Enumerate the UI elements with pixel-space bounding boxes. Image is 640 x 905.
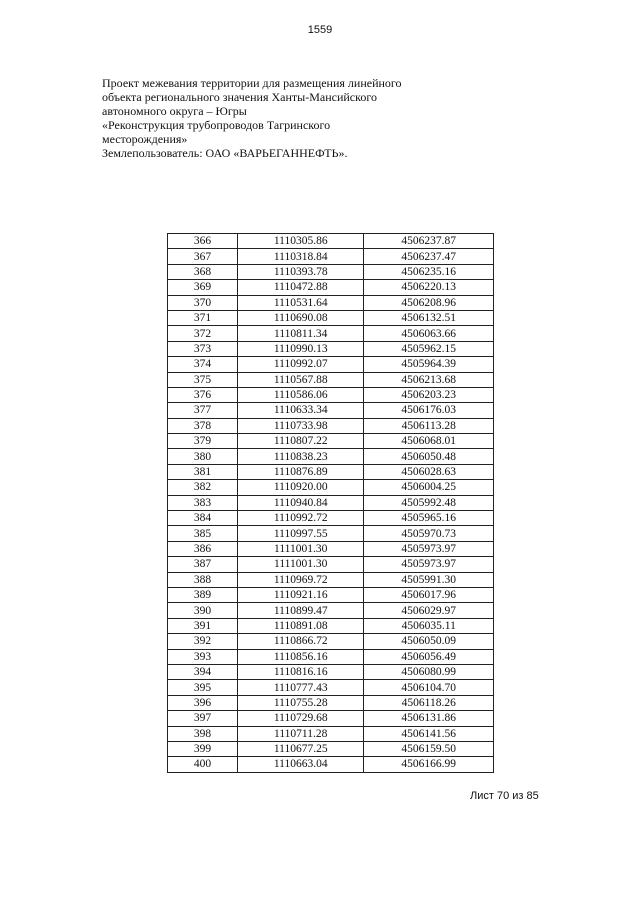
x-coordinate-cell: 1110711.28 bbox=[237, 726, 364, 741]
table-row bbox=[168, 741, 494, 756]
point-number-cell: 387 bbox=[168, 557, 238, 572]
y-coordinate-cell: 4506104.70 bbox=[364, 680, 494, 695]
y-coordinate-cell: 4506050.09 bbox=[364, 634, 494, 649]
y-coordinate-cell: 4506035.11 bbox=[364, 618, 494, 633]
table-row bbox=[168, 603, 494, 618]
point-number-cell: 396 bbox=[168, 695, 238, 710]
header-line: месторождения» bbox=[102, 132, 188, 146]
y-coordinate-cell: 4506176.03 bbox=[364, 403, 494, 418]
table-row bbox=[168, 495, 494, 510]
x-coordinate-cell: 1110777.43 bbox=[237, 680, 364, 695]
point-number-cell: 376 bbox=[168, 387, 238, 402]
table-row bbox=[168, 280, 494, 295]
x-coordinate-cell: 1110856.16 bbox=[237, 649, 364, 664]
table-row bbox=[168, 680, 494, 695]
point-number-cell: 398 bbox=[168, 726, 238, 741]
point-number-cell: 381 bbox=[168, 464, 238, 479]
y-coordinate-cell: 4506063.66 bbox=[364, 326, 494, 341]
table-row bbox=[168, 264, 494, 279]
y-coordinate-cell: 4506028.63 bbox=[364, 464, 494, 479]
table-row bbox=[168, 572, 494, 587]
land-user-value: ОАО «ВАРЬЕГАННЕФТЬ». bbox=[202, 146, 348, 160]
table-row bbox=[168, 511, 494, 526]
point-number-cell: 372 bbox=[168, 326, 238, 341]
document-header bbox=[102, 76, 432, 160]
x-coordinate-cell: 1110899.47 bbox=[237, 603, 364, 618]
point-number-cell: 374 bbox=[168, 357, 238, 372]
point-number-cell: 371 bbox=[168, 310, 238, 325]
point-number-cell: 366 bbox=[168, 234, 238, 249]
y-coordinate-cell: 4506166.99 bbox=[364, 757, 494, 772]
y-coordinate-cell: 4506203.23 bbox=[364, 387, 494, 402]
point-number-cell: 386 bbox=[168, 541, 238, 556]
y-coordinate-cell: 4505973.97 bbox=[364, 541, 494, 556]
x-coordinate-cell: 1110990.13 bbox=[237, 341, 364, 356]
table-row bbox=[168, 649, 494, 664]
y-coordinate-cell: 4505962.15 bbox=[364, 341, 494, 356]
point-number-cell: 399 bbox=[168, 741, 238, 756]
x-coordinate-cell: 1110677.25 bbox=[237, 741, 364, 756]
header-line: Проект межевания территории для размещения линейного bbox=[102, 76, 402, 90]
y-coordinate-cell: 4506056.49 bbox=[364, 649, 494, 664]
y-coordinate-cell: 4506208.96 bbox=[364, 295, 494, 310]
table-row bbox=[168, 726, 494, 741]
x-coordinate-cell: 1110997.55 bbox=[237, 526, 364, 541]
land-user-line bbox=[102, 146, 432, 160]
point-number-cell: 379 bbox=[168, 434, 238, 449]
x-coordinate-cell: 1110891.08 bbox=[237, 618, 364, 633]
table-row bbox=[168, 757, 494, 772]
y-coordinate-cell: 4505973.97 bbox=[364, 557, 494, 572]
table-row bbox=[168, 664, 494, 679]
point-number-cell: 392 bbox=[168, 634, 238, 649]
point-number-cell: 393 bbox=[168, 649, 238, 664]
header-line: объекта регионального значения Ханты-Мансийского bbox=[102, 90, 377, 104]
table-row bbox=[168, 434, 494, 449]
point-number-cell: 378 bbox=[168, 418, 238, 433]
y-coordinate-cell: 4506050.48 bbox=[364, 449, 494, 464]
table-row bbox=[168, 326, 494, 341]
table-row bbox=[168, 449, 494, 464]
point-number-cell: 377 bbox=[168, 403, 238, 418]
table-row bbox=[168, 480, 494, 495]
point-number-cell: 384 bbox=[168, 511, 238, 526]
point-number-cell: 397 bbox=[168, 711, 238, 726]
x-coordinate-cell: 1110729.68 bbox=[237, 711, 364, 726]
x-coordinate-cell: 1110755.28 bbox=[237, 695, 364, 710]
point-number-cell: 380 bbox=[168, 449, 238, 464]
table-row bbox=[168, 234, 494, 249]
point-number-cell: 382 bbox=[168, 480, 238, 495]
x-coordinate-cell: 1110318.84 bbox=[237, 249, 364, 264]
point-number-cell: 373 bbox=[168, 341, 238, 356]
point-number-cell: 400 bbox=[168, 757, 238, 772]
table-row bbox=[168, 526, 494, 541]
x-coordinate-cell: 1110992.72 bbox=[237, 511, 364, 526]
sheet-counter: Лист 70 из 85 bbox=[470, 790, 539, 802]
point-number-cell: 367 bbox=[168, 249, 238, 264]
table-row bbox=[168, 372, 494, 387]
point-number-cell: 375 bbox=[168, 372, 238, 387]
x-coordinate-cell: 1110472.88 bbox=[237, 280, 364, 295]
table-row bbox=[168, 634, 494, 649]
y-coordinate-cell: 4506068.01 bbox=[364, 434, 494, 449]
y-coordinate-cell: 4506017.96 bbox=[364, 587, 494, 602]
y-coordinate-cell: 4505970.73 bbox=[364, 526, 494, 541]
y-coordinate-cell: 4506159.50 bbox=[364, 741, 494, 756]
table-row bbox=[168, 557, 494, 572]
table-row bbox=[168, 341, 494, 356]
point-number-cell: 369 bbox=[168, 280, 238, 295]
land-user-label: Землепользователь: bbox=[102, 146, 203, 160]
x-coordinate-cell: 1110305.86 bbox=[237, 234, 364, 249]
x-coordinate-cell: 1110921.16 bbox=[237, 587, 364, 602]
y-coordinate-cell: 4506237.87 bbox=[364, 234, 494, 249]
coordinates-table bbox=[167, 233, 494, 773]
header-line: автономного округа – Югры bbox=[102, 104, 247, 118]
coordinates-table-body bbox=[168, 234, 494, 773]
point-number-cell: 383 bbox=[168, 495, 238, 510]
y-coordinate-cell: 4506131.86 bbox=[364, 711, 494, 726]
table-row bbox=[168, 295, 494, 310]
y-coordinate-cell: 4506132.51 bbox=[364, 310, 494, 325]
table-row bbox=[168, 541, 494, 556]
x-coordinate-cell: 1110690.08 bbox=[237, 310, 364, 325]
page-number: 1559 bbox=[307, 24, 333, 36]
table-row bbox=[168, 587, 494, 602]
x-coordinate-cell: 1110567.88 bbox=[237, 372, 364, 387]
x-coordinate-cell: 1110663.04 bbox=[237, 757, 364, 772]
point-number-cell: 370 bbox=[168, 295, 238, 310]
table-row bbox=[168, 418, 494, 433]
table-row bbox=[168, 387, 494, 402]
y-coordinate-cell: 4505965.16 bbox=[364, 511, 494, 526]
table-row bbox=[168, 695, 494, 710]
x-coordinate-cell: 1111001.30 bbox=[237, 541, 364, 556]
point-number-cell: 395 bbox=[168, 680, 238, 695]
table-row bbox=[168, 249, 494, 264]
x-coordinate-cell: 1110531.64 bbox=[237, 295, 364, 310]
x-coordinate-cell: 1110586.06 bbox=[237, 387, 364, 402]
y-coordinate-cell: 4506080.99 bbox=[364, 664, 494, 679]
x-coordinate-cell: 1110838.23 bbox=[237, 449, 364, 464]
x-coordinate-cell: 1110992.07 bbox=[237, 357, 364, 372]
y-coordinate-cell: 4506141.56 bbox=[364, 726, 494, 741]
table-row bbox=[168, 357, 494, 372]
table-row bbox=[168, 618, 494, 633]
point-number-cell: 391 bbox=[168, 618, 238, 633]
x-coordinate-cell: 1110807.22 bbox=[237, 434, 364, 449]
x-coordinate-cell: 1111001.30 bbox=[237, 557, 364, 572]
x-coordinate-cell: 1110816.16 bbox=[237, 664, 364, 679]
x-coordinate-cell: 1110940.84 bbox=[237, 495, 364, 510]
x-coordinate-cell: 1110920.00 bbox=[237, 480, 364, 495]
y-coordinate-cell: 4505992.48 bbox=[364, 495, 494, 510]
point-number-cell: 368 bbox=[168, 264, 238, 279]
table-row bbox=[168, 310, 494, 325]
x-coordinate-cell: 1110393.78 bbox=[237, 264, 364, 279]
point-number-cell: 389 bbox=[168, 587, 238, 602]
x-coordinate-cell: 1110969.72 bbox=[237, 572, 364, 587]
y-coordinate-cell: 4506220.13 bbox=[364, 280, 494, 295]
x-coordinate-cell: 1110866.72 bbox=[237, 634, 364, 649]
y-coordinate-cell: 4506237.47 bbox=[364, 249, 494, 264]
y-coordinate-cell: 4506213.68 bbox=[364, 372, 494, 387]
x-coordinate-cell: 1110876.89 bbox=[237, 464, 364, 479]
y-coordinate-cell: 4506004.25 bbox=[364, 480, 494, 495]
x-coordinate-cell: 1110811.34 bbox=[237, 326, 364, 341]
point-number-cell: 394 bbox=[168, 664, 238, 679]
y-coordinate-cell: 4506235.16 bbox=[364, 264, 494, 279]
header-line: «Реконструкция трубопроводов Тагринского bbox=[102, 118, 331, 132]
x-coordinate-cell: 1110633.34 bbox=[237, 403, 364, 418]
point-number-cell: 390 bbox=[168, 603, 238, 618]
table-row bbox=[168, 711, 494, 726]
y-coordinate-cell: 4505991.30 bbox=[364, 572, 494, 587]
point-number-cell: 385 bbox=[168, 526, 238, 541]
y-coordinate-cell: 4506118.26 bbox=[364, 695, 494, 710]
y-coordinate-cell: 4506113.28 bbox=[364, 418, 494, 433]
x-coordinate-cell: 1110733.98 bbox=[237, 418, 364, 433]
y-coordinate-cell: 4505964.39 bbox=[364, 357, 494, 372]
table-row bbox=[168, 464, 494, 479]
table-row bbox=[168, 403, 494, 418]
point-number-cell: 388 bbox=[168, 572, 238, 587]
y-coordinate-cell: 4506029.97 bbox=[364, 603, 494, 618]
